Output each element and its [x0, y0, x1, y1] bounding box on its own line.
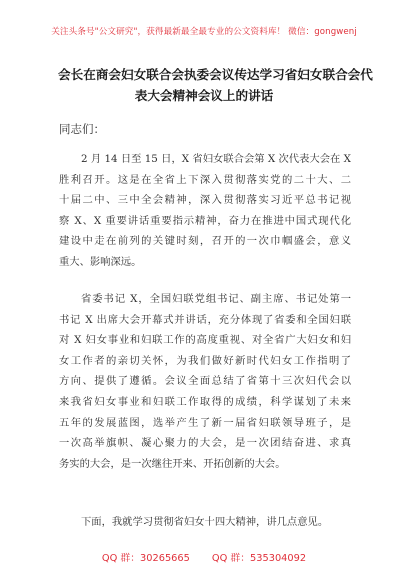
- footer-contact: [0, 550, 408, 564]
- qq-group-1: QQ 群：30265665: [101, 553, 190, 564]
- text-line: 一次高举旗帜、凝心聚力的大会，是一次团结奋进、求真: [59, 437, 351, 450]
- text-line: 察 X、X 重要讲话重要指示精神，奋力在推进中国式现代化: [59, 214, 351, 227]
- salutation: 同志们：: [59, 122, 105, 136]
- promo-banner: 关注头条号"公文研究"，获得最新最全最专业的公文资料库！ 微信：gongwenj: [51, 27, 357, 37]
- text-line: 胜利召开。这是在全省上下深入贯彻落实党的二十大、二: [59, 173, 351, 186]
- text-line: 书记 X 出席大会开幕式并讲话，充分体现了省委和全国妇联: [59, 313, 351, 326]
- text-line: 省委书记 X，全国妇联党组书记、副主席、书记处第一: [81, 293, 351, 305]
- document-title: [58, 64, 373, 106]
- paragraph-1: [59, 149, 351, 273]
- text-line: 五年的发展蓝图，选举产生了新一届省妇联领导班子，是: [59, 416, 351, 429]
- qq-group-2: QQ 群：535304092: [211, 553, 307, 564]
- title-line: 表大会精神会议上的讲话: [134, 88, 274, 103]
- text-line: 重大、影响深远。: [59, 255, 142, 268]
- text-line: 对 X 妇女事业和妇联工作的高度重视、对全省广大妇女和妇: [59, 334, 351, 347]
- text-line: 2 月 14 日至 15 日，X 省妇女联合会第 X 次代表大会在 X: [81, 153, 351, 165]
- text-line: 方向、提供了遵循。会议全面总结了省第十三次妇代会以: [59, 375, 351, 388]
- paragraph-3: [59, 512, 351, 533]
- text-line: 女工作者的亲切关怀，为我们做好新时代妇女工作指明了: [59, 354, 351, 367]
- text-line: 来我省妇女事业和妇联工作取得的成绩，科学谋划了未来: [59, 395, 351, 408]
- paragraph-2: [59, 289, 351, 474]
- text-line: 十届二中、三中全会精神，深入贯彻落实习近平总书记视: [59, 194, 351, 207]
- text-line: 下面，我就学习贯彻省妇女十四大精神，讲几点意见。: [81, 516, 329, 528]
- text-line: 建设中走在前列的关键时刻，召开的一次巾帼盛会，意义: [59, 235, 351, 248]
- text-line: 务实的大会，是一次继往开来、开拓创新的大会。: [59, 457, 286, 470]
- title-line: 会长在商会妇女联合会执委会议传达学习省妇女联合会代: [58, 67, 373, 82]
